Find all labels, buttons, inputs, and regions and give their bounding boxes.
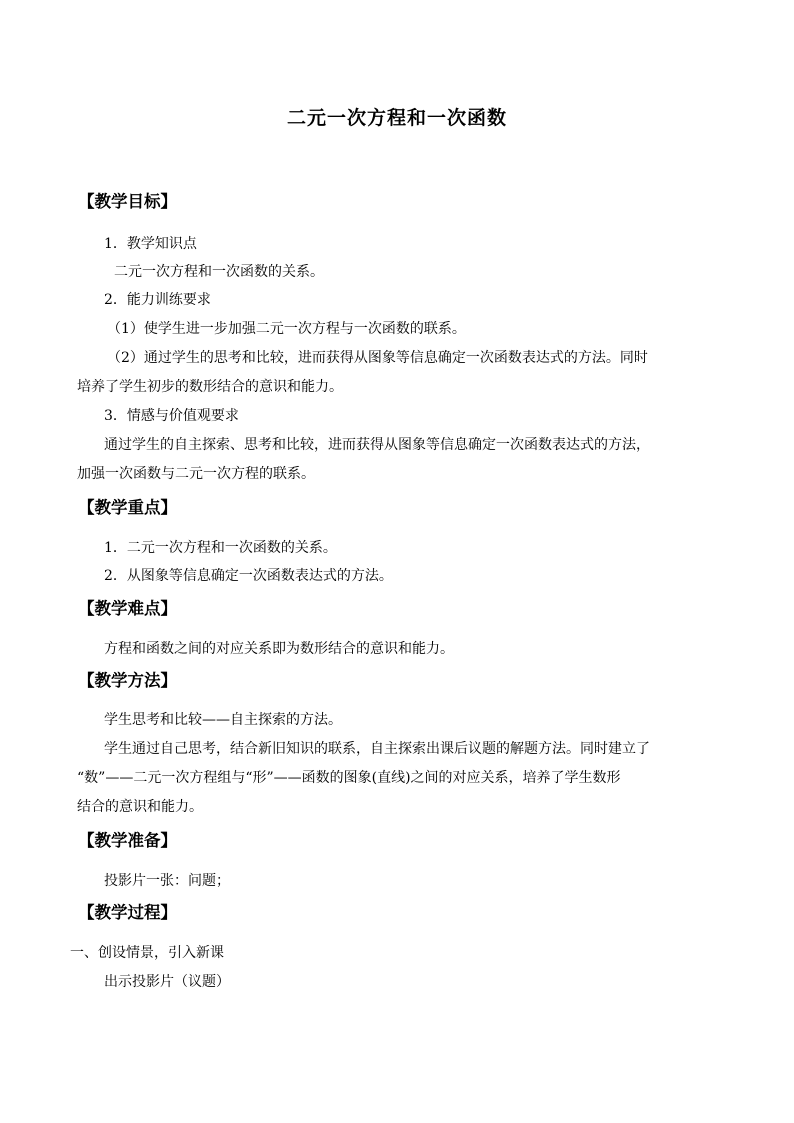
difficulties-text: 方程和函数之间的对应关系即为数形结合的意识和能力。: [104, 641, 454, 657]
objective-2-sub1: （1）使学生进一步加强二元一次方程与一次函数的联系。: [107, 321, 466, 337]
difficulties-heading: 【教学难点】: [78, 599, 177, 618]
objective-2-title: 2．能力训练要求: [104, 292, 211, 308]
methods-line1: 学生思考和比较——自主探索的方法。: [104, 712, 342, 728]
objective-3-line2: 加强一次函数与二元一次方程的联系。: [77, 466, 315, 482]
methods-line3: “数”——二元一次方程组与“形”——函数的图象(直线)之间的对应关系，培养了学生数形: [77, 770, 621, 786]
objective-1-title: 1．教学知识点: [104, 236, 197, 252]
key-point-1: 1．二元一次方程和一次函数的关系。: [104, 540, 337, 556]
methods-line4: 结合的意识和能力。: [77, 799, 203, 815]
objectives-heading: 【教学目标】: [78, 192, 177, 211]
document-title: 二元一次方程和一次函数: [286, 107, 507, 129]
process-section-1: 一、创设情景，引入新课: [70, 945, 224, 961]
objective-3-title: 3．情感与价值观要求: [104, 408, 239, 424]
objective-3-line1: 通过学生的自主探索、思考和比较，进而获得从图象等信息确定一次函数表达式的方法，: [104, 437, 650, 453]
key-points-heading: 【教学重点】: [78, 498, 177, 517]
key-point-2: 2．从图象等信息确定一次函数表达式的方法。: [104, 568, 393, 584]
process-heading: 【教学过程】: [78, 903, 177, 922]
preparation-heading: 【教学准备】: [78, 831, 177, 850]
methods-heading: 【教学方法】: [78, 671, 177, 690]
preparation-text: 投影片一张：问题；: [104, 873, 230, 889]
objective-2-sub2-line1: （2）通过学生的思考和比较，进而获得从图象等信息确定一次函数表达式的方法。同时: [107, 350, 648, 366]
objective-1-text: 二元一次方程和一次函数的关系。: [114, 264, 324, 280]
methods-line2: 学生通过自己思考，结合新旧知识的联系，自主探索出课后议题的解题方法。同时建立了: [104, 741, 650, 757]
process-section-1-text: 出示投影片（议题）: [104, 974, 230, 990]
objective-2-sub2-line2: 培养了学生初步的数形结合的意识和能力。: [77, 379, 343, 395]
